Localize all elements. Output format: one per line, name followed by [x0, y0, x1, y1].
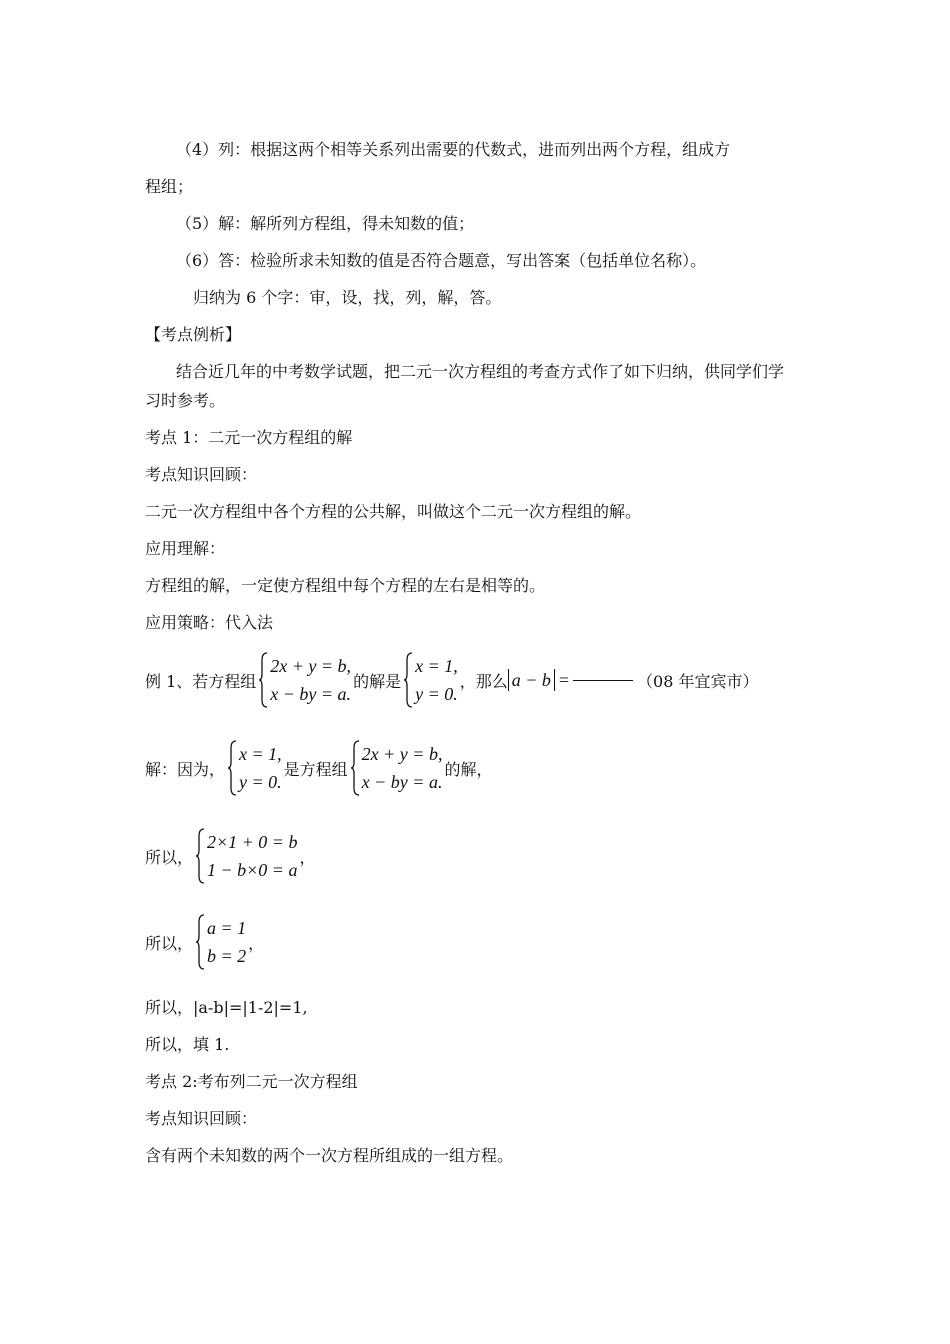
example-1-eq2: x − by = a. — [270, 684, 352, 704]
intro-line1: 结合近几年的中考数学试题，把二元一次方程组的考查方式作了如下归纳，供同学们学 — [176, 362, 785, 381]
solution-line1 — [145, 740, 492, 796]
kp1-apply-text: 方程组的解，一定使方程组中每个方程的左右是相等的。 — [145, 576, 546, 595]
so2-suffix: ， — [248, 933, 265, 953]
example-1-sol2: y = 0. — [415, 684, 458, 704]
left-brace-icon — [403, 652, 413, 708]
solution-y-value: y = 0. — [239, 772, 282, 792]
left-brace-icon — [195, 828, 205, 884]
solution-given-values — [227, 740, 282, 796]
left-brace-icon — [227, 740, 237, 796]
so2-eq2: b = 2 — [207, 946, 247, 966]
solution-line1-prefix: 解：因为， — [145, 759, 226, 779]
answer-blank — [573, 680, 633, 681]
intro-line2: 习时参考。 — [145, 391, 226, 410]
solution-substitution — [145, 828, 315, 884]
kp2-title: 考点 2:考布列二元一次方程组 — [145, 1072, 358, 1091]
solution-answer: 所以，填 1. — [145, 1035, 230, 1054]
step-6: （6）答：检验所求未知数的值是否符合题意，写出答案（包括单位名称）。 — [176, 251, 707, 270]
solution-line1-suffix: 的解， — [444, 759, 493, 779]
step-4-line2: 程组； — [145, 177, 194, 196]
example-1-solution — [403, 652, 458, 708]
solution-abs-result: 所以，|a-b|=|1-2|=1, — [145, 998, 308, 1017]
left-brace-icon — [350, 740, 360, 796]
summary-text: 归纳为 6 个字：审，设，找，列，解，答。 — [193, 288, 502, 307]
example-1-then: ，那么 — [459, 671, 508, 691]
equals-sign: = — [558, 669, 570, 690]
left-brace-icon — [195, 914, 205, 970]
example-1-mid: 的解是 — [353, 671, 402, 691]
solution-line1-mid: 是方程组 — [283, 759, 348, 779]
kp1-strategy: 应用策略：代入法 — [145, 613, 274, 632]
solution-values — [145, 914, 264, 970]
example-1-sol1: x = 1, — [415, 656, 458, 676]
so2-eq1: a = 1 — [207, 918, 247, 938]
so1-eq2: 1 − b×0 = a — [207, 860, 298, 880]
step-5: （5）解：解所列方程组，得未知数的值； — [176, 214, 475, 233]
kp1-review-label: 考点知识回顾： — [145, 465, 258, 484]
example-1-prefix: 例 1、若方程组 — [145, 671, 257, 691]
example-1 — [145, 652, 759, 708]
substitution-system — [195, 828, 297, 884]
solution-eq2: x − by = a. — [361, 772, 443, 792]
kp2-review-label: 考点知识回顾： — [145, 1109, 258, 1128]
solution-system — [350, 740, 443, 796]
values-system — [195, 914, 246, 970]
left-brace-icon — [258, 652, 268, 708]
example-1-eq1: 2x + y = b, — [270, 656, 352, 676]
example-1-system — [258, 652, 351, 708]
kp2-review-text: 含有两个未知数的两个一次方程所组成的一组方程。 — [145, 1146, 514, 1165]
section-title: 【考点例析】 — [145, 325, 242, 344]
solution-eq1: 2x + y = b, — [361, 744, 443, 764]
kp1-title: 考点 1：二元一次方程组的解 — [145, 428, 353, 447]
abs-expression: a − b — [508, 669, 555, 691]
example-1-source: （08 年宜宾市） — [637, 671, 759, 691]
so1-prefix: 所以， — [145, 847, 194, 867]
step-4-line1: （4）列：根据这两个相等关系列出需要的代数式，进而列出两个方程，组成方 — [176, 140, 731, 159]
kp1-review-text: 二元一次方程组中各个方程的公共解，叫做这个二元一次方程组的解。 — [145, 502, 642, 521]
so1-suffix: ， — [299, 847, 316, 867]
kp1-apply-label: 应用理解： — [145, 539, 226, 558]
solution-x-value: x = 1, — [239, 744, 282, 764]
so1-eq1: 2×1 + 0 = b — [207, 832, 298, 852]
so2-prefix: 所以， — [145, 933, 194, 953]
